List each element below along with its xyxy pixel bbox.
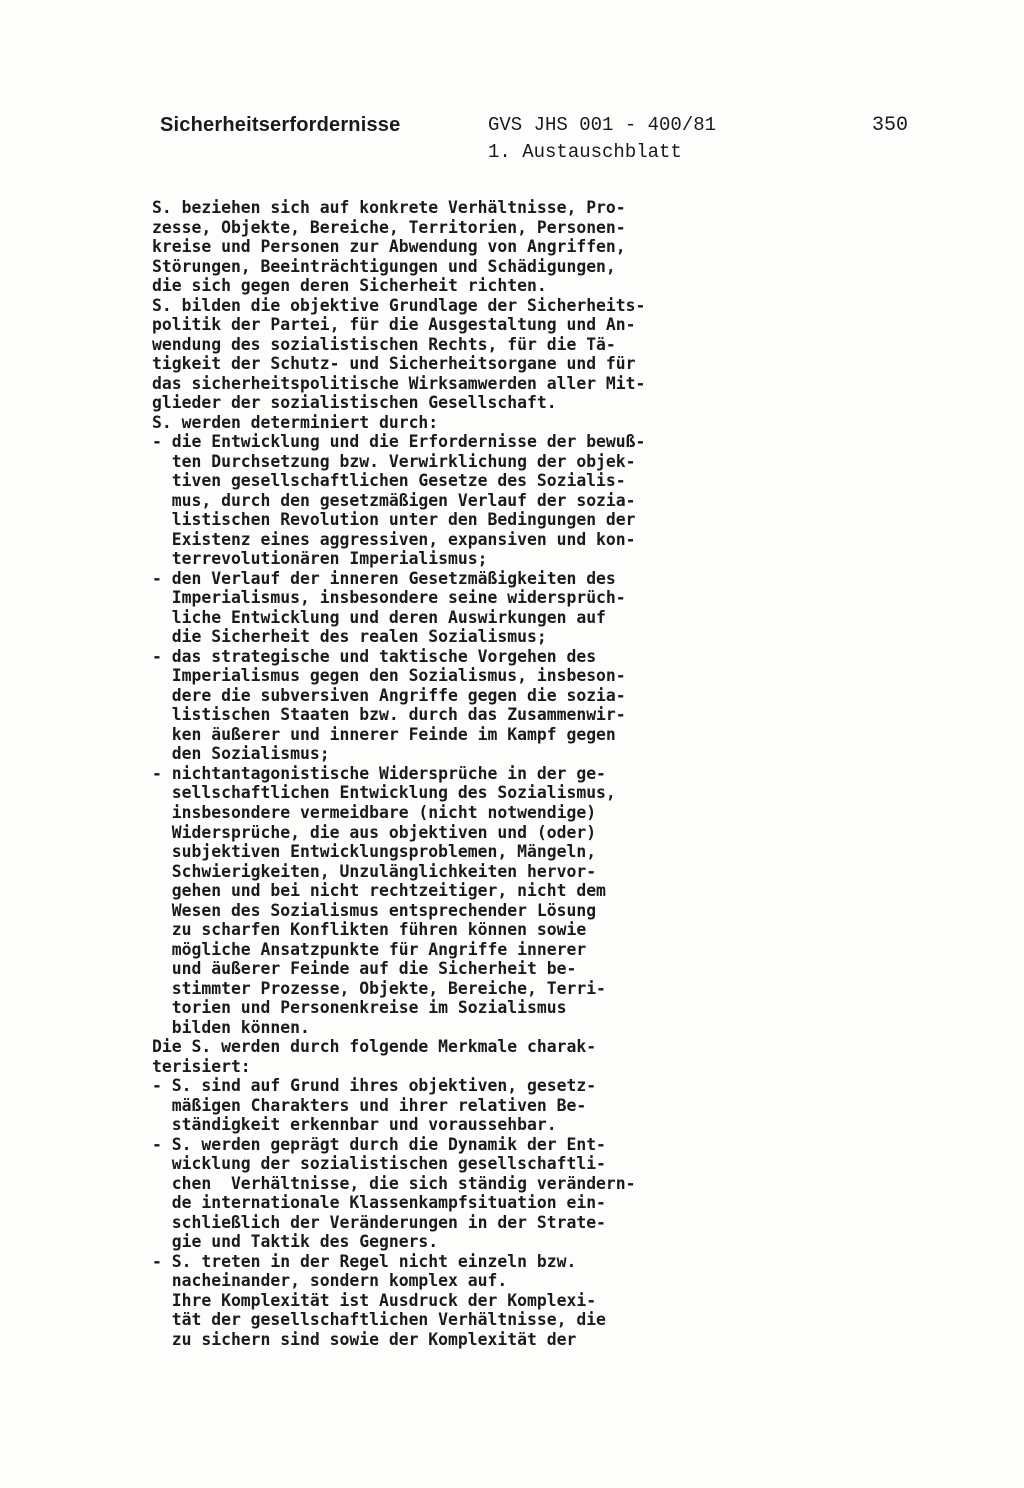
page-number: 350 bbox=[872, 114, 909, 137]
text-line: - den Verlauf der inneren Gesetzmäßigkeiten des bbox=[152, 568, 616, 588]
text-line: de internationale Klassenkampfsituation ein- bbox=[152, 1193, 606, 1213]
document-reference: GVS JHS 001 - 400/81 bbox=[488, 114, 717, 136]
text-line: ständigkeit erkennbar und voraussehbar. bbox=[152, 1115, 557, 1135]
text-line: mus, durch den gesetzmäßigen Verlauf der sozia- bbox=[152, 490, 636, 510]
text-line: Störungen, Beeinträchtigungen und Schädigungen, bbox=[152, 256, 616, 276]
text-line: chen Verhältnisse, die sich ständig verändern- bbox=[152, 1173, 636, 1193]
text-line: - das strategische und taktische Vorgehen des bbox=[152, 646, 597, 666]
text-line: schließlich der Veränderungen in der Strate- bbox=[152, 1212, 606, 1232]
text-line: mögliche Ansatzpunkte für Angriffe innerer bbox=[152, 939, 587, 959]
text-line: ten Durchsetzung bzw. Verwirklichung der objek- bbox=[152, 451, 636, 471]
text-line: - S. sind auf Grund ihres objektiven, gesetz- bbox=[152, 1076, 597, 1096]
text-line: kreise und Personen zur Abwendung von Angriffen, bbox=[152, 237, 626, 257]
text-line: wendung des sozialistischen Rechts, für die Tä- bbox=[152, 334, 616, 354]
text-line: stimmter Prozesse, Objekte, Bereiche, Terri- bbox=[152, 978, 606, 998]
text-line: gehen und bei nicht rechtzeitiger, nicht dem bbox=[152, 881, 606, 901]
text-line: Wesen des Sozialismus entsprechender Lösung bbox=[152, 900, 597, 920]
body-text bbox=[152, 198, 852, 1349]
text-line: nacheinander, sondern komplex auf. bbox=[152, 1271, 508, 1291]
text-line: tigkeit der Schutz- und Sicherheitsorgane und für bbox=[152, 354, 636, 374]
text-line: Widersprüche, die aus objektiven und (oder) bbox=[152, 822, 597, 842]
text-line: terrevolutionären Imperialismus; bbox=[152, 549, 488, 569]
text-line: - nichtantagonistische Widersprüche in der ge- bbox=[152, 763, 606, 783]
text-line: Imperialismus, insbesondere seine widersprüch- bbox=[152, 588, 626, 608]
text-line: tät der gesellschaftlichen Verhältnisse, die bbox=[152, 1310, 606, 1330]
entry-title: Sicherheitserfordernisse bbox=[160, 114, 401, 136]
document-subtitle: 1. Austauschblatt bbox=[488, 141, 682, 163]
text-line: torien und Personenkreise im Sozialismus bbox=[152, 998, 567, 1018]
text-line: Ihre Komplexität ist Ausdruck der Komplexi- bbox=[152, 1290, 597, 1310]
text-line: das sicherheitspolitische Wirksamwerden aller Mit- bbox=[152, 373, 646, 393]
text-line: die sich gegen deren Sicherheit richten. bbox=[152, 276, 547, 296]
text-line: wicklung der sozialistischen gesellschaftli- bbox=[152, 1154, 606, 1174]
text-line: terisiert: bbox=[152, 1056, 251, 1076]
text-line: liche Entwicklung und deren Auswirkungen auf bbox=[152, 607, 606, 627]
text-line: - S. werden geprägt durch die Dynamik der Ent- bbox=[152, 1134, 606, 1154]
text-line: listischen Revolution unter den Bedingungen der bbox=[152, 510, 636, 530]
text-line: zesse, Objekte, Bereiche, Territorien, Personen- bbox=[152, 217, 626, 237]
text-line: - S. treten in der Regel nicht einzeln bzw. bbox=[152, 1251, 577, 1271]
text-line: S. werden determiniert durch: bbox=[152, 412, 439, 432]
text-line: den Sozialismus; bbox=[152, 744, 330, 764]
text-line: gie und Taktik des Gegners. bbox=[152, 1232, 439, 1252]
text-line: Existenz eines aggressiven, expansiven und kon- bbox=[152, 529, 636, 549]
text-line: Imperialismus gegen den Sozialismus, insbeson- bbox=[152, 666, 626, 686]
text-line: zu sichern sind sowie der Komplexität der bbox=[152, 1329, 577, 1349]
text-line: und äußerer Feinde auf die Sicherheit be- bbox=[152, 959, 577, 979]
text-line: subjektiven Entwicklungsproblemen, Mängeln, bbox=[152, 842, 597, 862]
text-line: glieder der sozialistischen Gesellschaft. bbox=[152, 393, 557, 413]
text-line: politik der Partei, für die Ausgestaltung und An- bbox=[152, 315, 636, 335]
text-line: mäßigen Charakters und ihrer relativen Be- bbox=[152, 1095, 587, 1115]
text-line: tiven gesellschaftlichen Gesetze des Sozialis- bbox=[152, 471, 626, 491]
text-line: S. beziehen sich auf konkrete Verhältnisse, Pro- bbox=[152, 198, 626, 217]
text-line: S. bilden die objektive Grundlage der Sicherheits- bbox=[152, 295, 646, 315]
text-line: zu scharfen Konflikten führen können sowie bbox=[152, 920, 587, 940]
text-line: ken äußerer und innerer Feinde im Kampf gegen bbox=[152, 724, 616, 744]
text-line: bilden können. bbox=[152, 1017, 310, 1037]
text-line: Schwierigkeiten, Unzulänglichkeiten hervor- bbox=[152, 861, 597, 881]
text-line: listischen Staaten bzw. durch das Zusammenwir- bbox=[152, 705, 626, 725]
text-line: insbesondere vermeidbare (nicht notwendige) bbox=[152, 802, 597, 822]
text-line: Die S. werden durch folgende Merkmale charak- bbox=[152, 1037, 597, 1057]
text-line: - die Entwicklung und die Erfordernisse der bewuß- bbox=[152, 432, 646, 452]
text-line: dere die subversiven Angriffe gegen die sozia- bbox=[152, 685, 626, 705]
text-line: sellschaftlichen Entwicklung des Sozialismus, bbox=[152, 783, 616, 803]
text-line: die Sicherheit des realen Sozialismus; bbox=[152, 627, 547, 647]
